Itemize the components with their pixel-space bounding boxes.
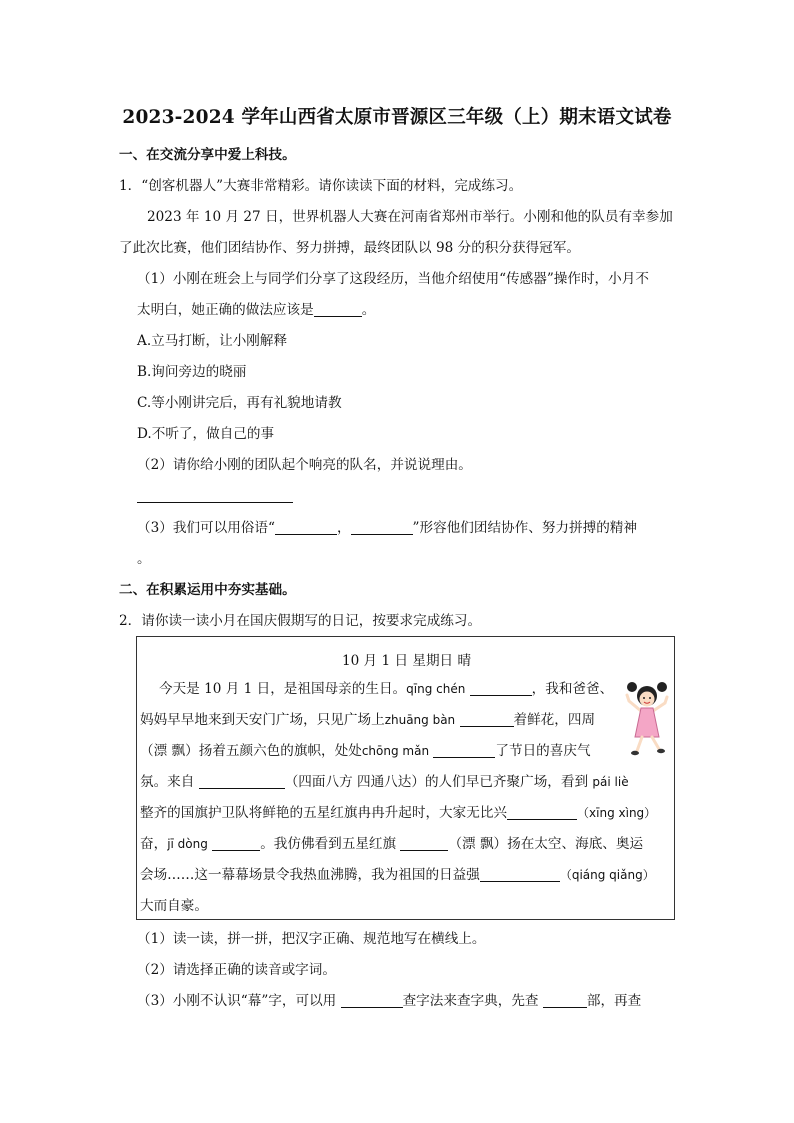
diary-l2-end: 着鲜花，四周 [513,712,596,728]
pinyin-xingxing: （xīng xìng） [577,806,657,820]
option-b: B.询问旁边的晓丽 [137,364,247,380]
diary-l6-text2: 。我仿佛看到五星红旗 [260,836,397,852]
pinyin-qingchen: qīng chén [406,682,466,696]
diary-l1-text: 今天是 10 月 1 日，是祖国母亲的生日。 [159,681,407,697]
option-c: C.等小刚讲完后，再有礼貌地请教 [137,395,342,411]
q2-sub2: （2）请选择正确的读音或字词。 [137,962,336,978]
diary-line7 [140,865,655,885]
pinyin-jidong: jī dòng [167,837,208,851]
diary-l4-text: 氛。来自 [140,774,195,790]
q1-sub3-comma: ， [336,520,351,536]
diary-l6-text: 奋， [140,836,168,852]
q1-sub3-text: （3）我们可以用俗语“ [137,520,275,536]
pinyin-qiang: （qiáng qiǎng） [559,868,655,882]
page-title: 2023-2024 学年山西省太原市晋源区三年级（上）期末语文试卷 [122,107,672,128]
blank-radical[interactable] [543,992,587,1008]
diary-l3-text: （漂 飘）扬着五颜六色的旗帜，处处 [140,743,362,759]
q1-sub3 [137,518,637,538]
q1-sub1-line2 [137,300,375,320]
diary-box [136,636,675,920]
diary-l2-text: 妈妈早早地来到天安门广场，只见广场上 [140,712,385,728]
blank-qingchen[interactable] [470,680,532,696]
q1-sub3-text2: ”形容他们团结协作、努力拼搏的精神 [412,520,637,536]
blank-chongman[interactable] [433,742,495,758]
diary-line2 [140,710,595,730]
blank-idiom[interactable] [199,773,285,789]
section2-heading: 二、在积累运用中夯实基础。 [119,582,296,598]
diary-line4 [140,772,629,792]
blank-piao[interactable] [400,835,448,851]
q1-sub2: （2）请你给小刚的团队起个响亮的队名，并说说理由。 [137,457,472,473]
option-a: A.立马打断，让小刚解释 [137,333,288,349]
diary-date: 10 月 1 日 星期日 晴 [341,653,472,669]
q1-sub1-text: 太明白，她正确的做法应该是 [137,302,314,318]
diary-line1 [159,679,613,699]
q1-stem: 1．“创客机器人”大赛非常精彩。请你读读下面的材料，完成练习。 [119,178,523,194]
blank-method[interactable] [341,992,403,1008]
blank-zhuangban[interactable] [460,711,514,727]
cartoon-girl-icon [623,679,671,761]
diary-line6 [140,834,643,854]
diary-l4-text2: （四面八方 四通八达）的人们早已齐聚广场，看到 [284,774,589,790]
diary-l5-text: 整齐的国旗护卫队将鲜艳的五星红旗冉冉升起时，大家无比兴 [140,805,508,821]
blank-qiang[interactable] [480,866,560,882]
diary-line3 [140,741,591,761]
diary-l3-end: 了节日的喜庆气 [495,743,591,759]
pinyin-pailie: pái liè [592,775,629,789]
blank-xing[interactable] [507,804,577,820]
q2-sub3-text2: 查字法来查字典，先查 [402,993,539,1009]
q1-paragraph-line1: 2023 年 10 月 27 日，世界机器人大赛在河南省郑州市举行。小刚和他的队员有幸参加 [147,209,673,225]
pinyin-zhuangban: zhuāng bàn [384,713,456,727]
diary-l1-end: ，我和爸爸、 [531,681,614,697]
q2-sub3 [137,991,641,1011]
option-d: D.不听了，做自己的事 [137,426,275,442]
q1-sub1-end: 。 [361,302,376,318]
pinyin-chongman: chōng mǎn [361,744,430,758]
q2-stem: 2．请你读一读小月在国庆假期写的日记，按要求完成练习。 [119,613,482,629]
q1-sub3-blank2[interactable] [351,519,413,535]
diary-line5 [140,803,656,823]
diary-l7-text: 会场……这一幕幕场景令我热血沸腾，我为祖国的日益强 [140,867,480,883]
q1-sub3-end: 。 [137,551,151,567]
diary-l6-text3: （漂 飘）扬在太空、海底、奥运 [448,836,644,852]
q1-sub3-blank1[interactable] [275,519,337,535]
q1-sub1-answer-blank[interactable] [314,301,362,317]
q1-sub2-answer-line[interactable] [137,502,293,503]
blank-jidong[interactable] [212,835,260,851]
section1-heading: 一、在交流分享中爱上科技。 [119,147,296,163]
q1-paragraph-line2: 了此次比赛，他们团结协作、努力拼搏，最终团队以 98 分的积分获得冠军。 [119,240,580,256]
q2-sub3-text: （3）小刚不认识“幕”字，可以用 [137,993,337,1009]
q2-sub1: （1）读一读，拼一拼，把汉字正确、规范地写在横线上。 [137,931,486,947]
q1-sub1-line1: （1）小刚在班会上与同学们分享了这段经历，当他介绍使用“传感器”操作时，小月不 [137,271,649,287]
q2-sub3-text3: 部，再查 [586,993,642,1009]
diary-line8: 大而自豪。 [140,898,208,914]
